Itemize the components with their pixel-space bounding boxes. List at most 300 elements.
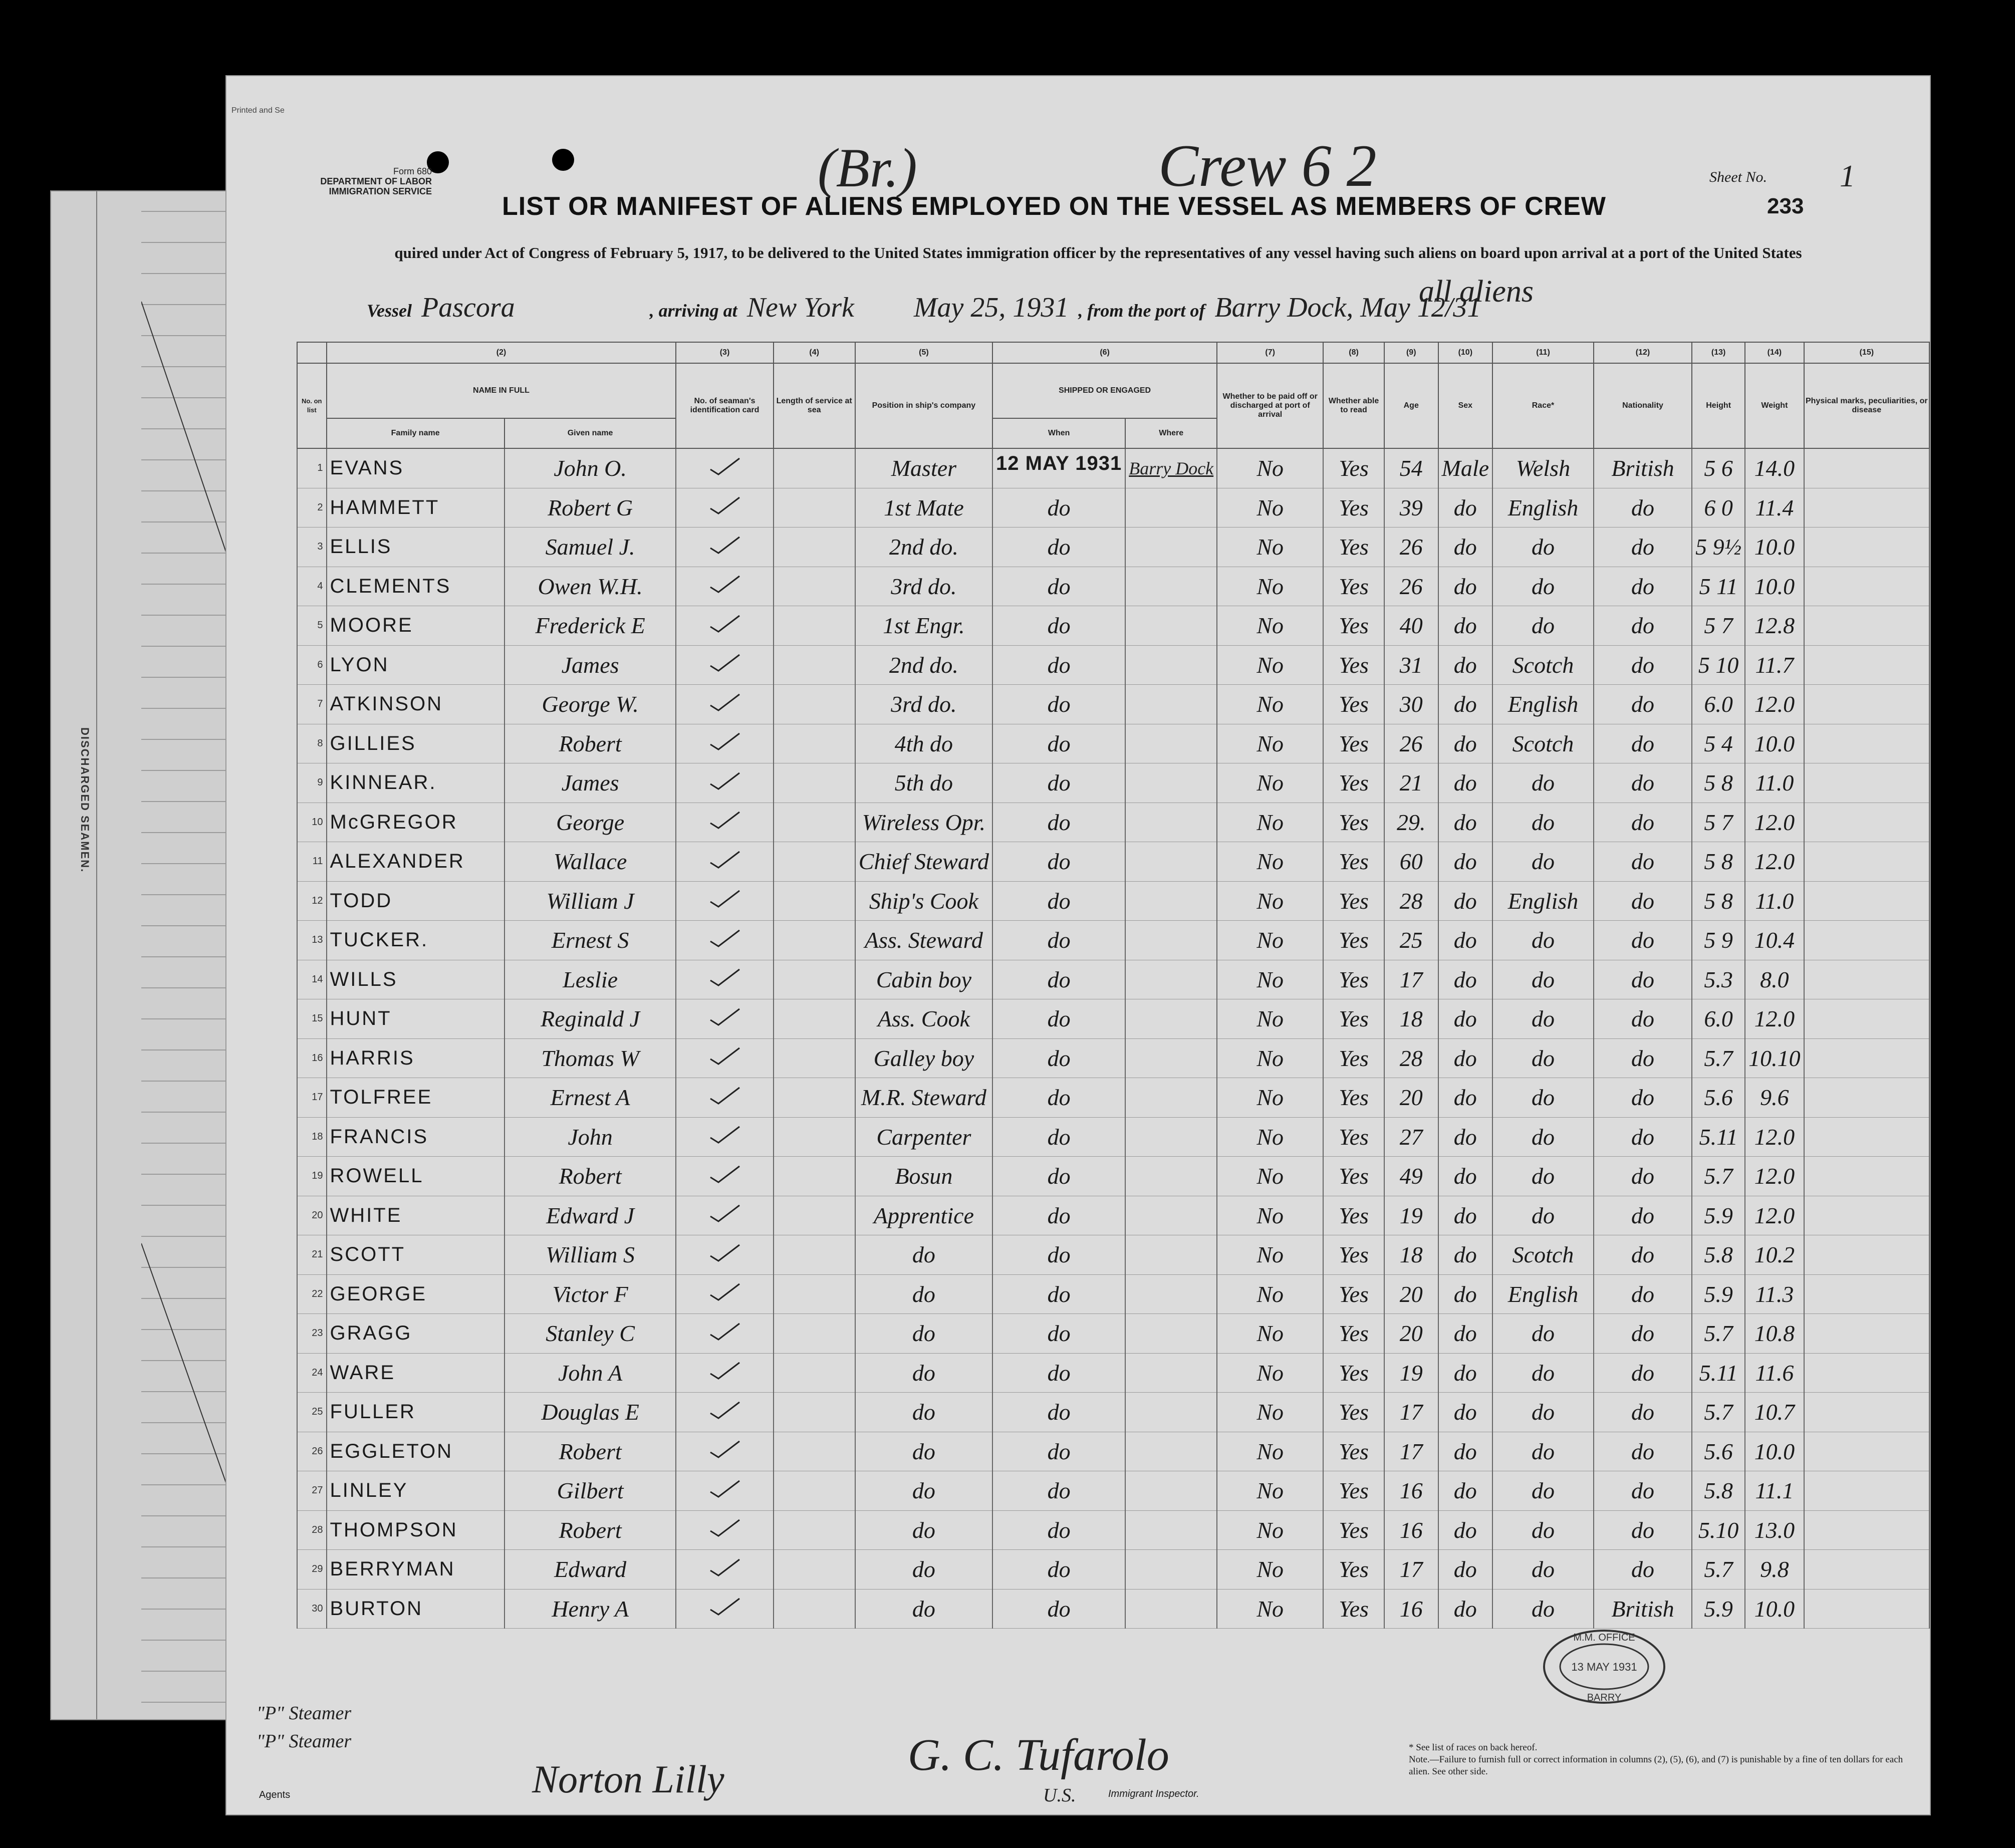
shipped-where-cell bbox=[1125, 1432, 1217, 1471]
arrival-date: May 25, 1931 bbox=[913, 292, 1069, 323]
table-row bbox=[297, 999, 1929, 1039]
able-read-cell: Yes bbox=[1323, 881, 1384, 921]
family-name-cell: TUCKER. bbox=[327, 921, 505, 960]
table-row bbox=[297, 803, 1929, 842]
sex-cell: do bbox=[1438, 921, 1493, 960]
paid-off-cell: No bbox=[1217, 1235, 1323, 1275]
age-cell: 26 bbox=[1384, 567, 1438, 606]
physical-marks-cell bbox=[1804, 1353, 1929, 1393]
race-cell: Scotch bbox=[1492, 1235, 1594, 1275]
paid-off-cell: No bbox=[1217, 645, 1323, 685]
check-mark-icon bbox=[707, 614, 742, 634]
sex-cell: do bbox=[1438, 724, 1493, 763]
shipped-where-cell bbox=[1125, 1038, 1217, 1078]
weight-cell: 12.0 bbox=[1745, 1117, 1804, 1157]
position-cell: 1st Mate bbox=[855, 488, 992, 527]
table-row bbox=[297, 763, 1929, 803]
table-row bbox=[297, 685, 1929, 724]
shipped-where-cell bbox=[1125, 567, 1217, 606]
weight-cell: 10.0 bbox=[1745, 1589, 1804, 1629]
from-label: , from the port of bbox=[1078, 301, 1205, 321]
id-card-cell bbox=[676, 1157, 773, 1196]
able-read-cell: Yes bbox=[1323, 803, 1384, 842]
able-read-cell: Yes bbox=[1323, 1274, 1384, 1314]
physical-marks-cell bbox=[1804, 1078, 1929, 1118]
height-cell: 5.9 bbox=[1692, 1589, 1745, 1629]
paid-off-cell: No bbox=[1217, 881, 1323, 921]
sex-cell: do bbox=[1438, 1589, 1493, 1629]
position-cell: Apprentice bbox=[855, 1196, 992, 1235]
id-card-cell bbox=[676, 881, 773, 921]
check-mark-icon bbox=[707, 653, 742, 673]
table-row bbox=[297, 1589, 1929, 1629]
height-cell: 5 6 bbox=[1692, 448, 1745, 488]
given-name-cell: Thomas W bbox=[505, 1038, 676, 1078]
id-card-cell bbox=[676, 1274, 773, 1314]
col-num: (14) bbox=[1745, 342, 1804, 363]
check-mark-icon bbox=[707, 535, 742, 555]
sex-cell: do bbox=[1438, 488, 1493, 527]
physical-marks-cell bbox=[1804, 1157, 1929, 1196]
position-cell: 1st Engr. bbox=[855, 606, 992, 646]
table-row bbox=[297, 1550, 1929, 1590]
given-name-cell: George W. bbox=[505, 685, 676, 724]
able-read-cell: Yes bbox=[1323, 921, 1384, 960]
form-number: Form 680 bbox=[393, 166, 432, 176]
agents-label: Agents bbox=[259, 1789, 291, 1800]
length-service-cell bbox=[774, 921, 855, 960]
nationality-cell: do bbox=[1594, 921, 1692, 960]
col-num: (13) bbox=[1692, 342, 1745, 363]
length-service-cell bbox=[774, 606, 855, 646]
physical-marks-cell bbox=[1804, 1235, 1929, 1275]
nationality-cell: do bbox=[1594, 842, 1692, 882]
weight-cell: 10.8 bbox=[1745, 1314, 1804, 1354]
nationality-cell: do bbox=[1594, 1393, 1692, 1432]
height-cell: 5 7 bbox=[1692, 803, 1745, 842]
shipped-when-cell: do bbox=[992, 1274, 1125, 1314]
height-cell: 5.11 bbox=[1692, 1353, 1745, 1393]
stamp-date-text: 13 MAY 1931 bbox=[1571, 1661, 1637, 1673]
nationality-cell: British bbox=[1594, 1589, 1692, 1629]
table-row bbox=[297, 527, 1929, 567]
id-card-cell bbox=[676, 448, 773, 488]
id-card-cell bbox=[676, 606, 773, 646]
paid-off-cell: No bbox=[1217, 1353, 1323, 1393]
vessel-label: Vessel bbox=[367, 301, 412, 321]
able-read-cell: Yes bbox=[1323, 1078, 1384, 1118]
position-cell: do bbox=[855, 1353, 992, 1393]
col-num: (10) bbox=[1438, 342, 1493, 363]
col-num: (3) bbox=[676, 342, 773, 363]
physical-marks-cell bbox=[1804, 1471, 1929, 1511]
sex-cell: do bbox=[1438, 1353, 1493, 1393]
family-name-cell: WHITE bbox=[327, 1196, 505, 1235]
table-row bbox=[297, 567, 1929, 606]
punch-hole bbox=[552, 149, 574, 171]
id-card-cell bbox=[676, 763, 773, 803]
check-mark-icon bbox=[707, 495, 742, 515]
table-row bbox=[297, 842, 1929, 882]
shipped-when-cell: do bbox=[992, 1314, 1125, 1354]
paid-off-cell: No bbox=[1217, 448, 1323, 488]
given-name-cell: Edward bbox=[505, 1550, 676, 1590]
length-service-cell bbox=[774, 645, 855, 685]
check-mark-icon bbox=[707, 1597, 742, 1617]
weight-cell: 10.10 bbox=[1745, 1038, 1804, 1078]
position-cell: do bbox=[855, 1235, 992, 1275]
able-read-cell: Yes bbox=[1323, 1157, 1384, 1196]
age-cell: 27 bbox=[1384, 1117, 1438, 1157]
family-name-cell: BURTON bbox=[327, 1589, 505, 1629]
physical-marks-cell bbox=[1804, 921, 1929, 960]
given-name-cell: Robert G bbox=[505, 488, 676, 527]
given-name-cell: William J bbox=[505, 881, 676, 921]
position-cell: M.R. Steward bbox=[855, 1078, 992, 1118]
able-read-cell: Yes bbox=[1323, 1117, 1384, 1157]
crew-manifest-table bbox=[297, 342, 1930, 1629]
position-cell: Wireless Opr. bbox=[855, 803, 992, 842]
physical-marks-cell bbox=[1804, 1274, 1929, 1314]
position-cell: Chief Steward bbox=[855, 842, 992, 882]
row-number: 15 bbox=[297, 999, 327, 1039]
id-card-cell bbox=[676, 1393, 773, 1432]
age-cell: 16 bbox=[1384, 1589, 1438, 1629]
family-name-cell: ROWELL bbox=[327, 1157, 505, 1196]
id-card-cell bbox=[676, 1196, 773, 1235]
nationality-cell: British bbox=[1594, 448, 1692, 488]
footer-notes bbox=[257, 1699, 351, 1755]
paid-off-cell: No bbox=[1217, 567, 1323, 606]
header-no-on-list: No. on list bbox=[297, 363, 327, 448]
table-row bbox=[297, 1078, 1929, 1118]
given-name-cell: Robert bbox=[505, 1432, 676, 1471]
able-read-cell: Yes bbox=[1323, 1038, 1384, 1078]
position-cell: do bbox=[855, 1589, 992, 1629]
header-physical: Physical marks, peculiarities, or disease bbox=[1804, 363, 1929, 448]
row-number: 4 bbox=[297, 567, 327, 606]
weight-cell: 11.6 bbox=[1745, 1353, 1804, 1393]
row-number: 18 bbox=[297, 1117, 327, 1157]
given-name-cell: James bbox=[505, 763, 676, 803]
given-name-cell: John O. bbox=[505, 448, 676, 488]
col-num: (2) bbox=[327, 342, 676, 363]
table-row bbox=[297, 488, 1929, 527]
given-name-cell: Gilbert bbox=[505, 1471, 676, 1511]
given-name-cell: John bbox=[505, 1117, 676, 1157]
header-nationality: Nationality bbox=[1594, 363, 1692, 448]
shipped-where-cell bbox=[1125, 999, 1217, 1039]
position-cell: Ass. Cook bbox=[855, 999, 992, 1039]
paid-off-cell: No bbox=[1217, 1471, 1323, 1511]
nationality-cell: do bbox=[1594, 1314, 1692, 1354]
col-num: (7) bbox=[1217, 342, 1323, 363]
agent-signature: Norton Lilly bbox=[532, 1757, 724, 1801]
position-cell: 2nd do. bbox=[855, 645, 992, 685]
physical-marks-cell bbox=[1804, 606, 1929, 646]
weight-cell: 12.0 bbox=[1745, 1196, 1804, 1235]
shipped-where-cell bbox=[1125, 1117, 1217, 1157]
nationality-cell: do bbox=[1594, 1510, 1692, 1550]
height-cell: 5.10 bbox=[1692, 1510, 1745, 1550]
length-service-cell bbox=[774, 1196, 855, 1235]
height-cell: 5 8 bbox=[1692, 881, 1745, 921]
race-cell: do bbox=[1492, 1510, 1594, 1550]
race-cell: do bbox=[1492, 1393, 1594, 1432]
check-mark-icon bbox=[707, 889, 742, 909]
age-cell: 26 bbox=[1384, 527, 1438, 567]
position-cell: do bbox=[855, 1274, 992, 1314]
header-race: Race* bbox=[1492, 363, 1594, 448]
shipped-where-cell bbox=[1125, 1353, 1217, 1393]
paid-off-cell: No bbox=[1217, 488, 1323, 527]
length-service-cell bbox=[774, 1078, 855, 1118]
position-cell: 4th do bbox=[855, 724, 992, 763]
sex-cell: do bbox=[1438, 1471, 1493, 1511]
weight-cell: 8.0 bbox=[1745, 960, 1804, 999]
col-num bbox=[297, 342, 327, 363]
age-cell: 28 bbox=[1384, 1038, 1438, 1078]
row-number: 11 bbox=[297, 842, 327, 882]
family-name-cell: FULLER bbox=[327, 1393, 505, 1432]
check-mark-icon bbox=[707, 1007, 742, 1027]
check-mark-icon bbox=[707, 1557, 742, 1577]
physical-marks-cell bbox=[1804, 842, 1929, 882]
row-number: 8 bbox=[297, 724, 327, 763]
physical-marks-cell bbox=[1804, 803, 1929, 842]
sex-cell: do bbox=[1438, 527, 1493, 567]
us-label: U.S. bbox=[1043, 1785, 1076, 1806]
sex-cell: do bbox=[1438, 685, 1493, 724]
position-cell: Ship's Cook bbox=[855, 881, 992, 921]
shipped-when-cell: do bbox=[992, 1157, 1125, 1196]
weight-cell: 10.0 bbox=[1745, 527, 1804, 567]
weight-cell: 12.0 bbox=[1745, 685, 1804, 724]
physical-marks-cell bbox=[1804, 724, 1929, 763]
height-cell: 5 8 bbox=[1692, 763, 1745, 803]
shipped-when-cell: do bbox=[992, 1589, 1125, 1629]
sheet-no-label: Sheet No. bbox=[1709, 169, 1767, 185]
col-num: (6) bbox=[992, 342, 1217, 363]
header-height: Height bbox=[1692, 363, 1745, 448]
row-number: 6 bbox=[297, 645, 327, 685]
able-read-cell: Yes bbox=[1323, 1353, 1384, 1393]
age-cell: 25 bbox=[1384, 921, 1438, 960]
family-name-cell: LYON bbox=[327, 645, 505, 685]
nationality-cell: do bbox=[1594, 1078, 1692, 1118]
family-name-cell: WILLS bbox=[327, 960, 505, 999]
footnote bbox=[1409, 1742, 1910, 1778]
family-name-cell: GILLIES bbox=[327, 724, 505, 763]
shipped-where-cell bbox=[1125, 881, 1217, 921]
height-cell: 5.7 bbox=[1692, 1038, 1745, 1078]
race-cell: do bbox=[1492, 763, 1594, 803]
paid-off-cell: No bbox=[1217, 606, 1323, 646]
table-row bbox=[297, 1038, 1929, 1078]
age-cell: 20 bbox=[1384, 1314, 1438, 1354]
length-service-cell bbox=[774, 1471, 855, 1511]
id-card-cell bbox=[676, 1432, 773, 1471]
header-able-read: Whether able to read bbox=[1323, 363, 1384, 448]
stamp-number: 233 bbox=[1767, 194, 1804, 218]
row-number: 22 bbox=[297, 1274, 327, 1314]
height-cell: 5 8 bbox=[1692, 842, 1745, 882]
able-read-cell: Yes bbox=[1323, 1589, 1384, 1629]
shipped-where-cell bbox=[1125, 1314, 1217, 1354]
shipped-when-cell: do bbox=[992, 1353, 1125, 1393]
row-number: 13 bbox=[297, 921, 327, 960]
weight-cell: 10.0 bbox=[1745, 724, 1804, 763]
weight-cell: 11.4 bbox=[1745, 488, 1804, 527]
table-row bbox=[297, 724, 1929, 763]
id-card-cell bbox=[676, 645, 773, 685]
id-card-cell bbox=[676, 1353, 773, 1393]
age-cell: 18 bbox=[1384, 999, 1438, 1039]
check-mark-icon bbox=[707, 1125, 742, 1145]
shipped-when-cell: do bbox=[992, 724, 1125, 763]
id-card-cell bbox=[676, 1471, 773, 1511]
length-service-cell bbox=[774, 567, 855, 606]
weight-cell: 9.6 bbox=[1745, 1078, 1804, 1118]
sex-cell: do bbox=[1438, 1274, 1493, 1314]
shipped-where-cell bbox=[1125, 1510, 1217, 1550]
nationality-cell: do bbox=[1594, 881, 1692, 921]
shipped-where-cell bbox=[1125, 488, 1217, 527]
nationality-cell: do bbox=[1594, 685, 1692, 724]
shipped-when-cell: do bbox=[992, 1432, 1125, 1471]
inspector-signature: G. C. Tufarolo bbox=[908, 1730, 1169, 1780]
physical-marks-cell bbox=[1804, 685, 1929, 724]
check-mark-icon bbox=[707, 1518, 742, 1538]
able-read-cell: Yes bbox=[1323, 1314, 1384, 1354]
shipped-where-cell bbox=[1125, 1157, 1217, 1196]
position-cell: 3rd do. bbox=[855, 567, 992, 606]
row-number: 24 bbox=[297, 1353, 327, 1393]
row-number: 19 bbox=[297, 1157, 327, 1196]
family-name-cell: CLEMENTS bbox=[327, 567, 505, 606]
shipped-where-cell bbox=[1125, 1471, 1217, 1511]
col-num: (8) bbox=[1323, 342, 1384, 363]
row-number: 16 bbox=[297, 1038, 327, 1078]
sex-cell: do bbox=[1438, 1314, 1493, 1354]
row-number: 17 bbox=[297, 1078, 327, 1118]
shipped-when-cell: do bbox=[992, 1550, 1125, 1590]
shipped-when-cell: do bbox=[992, 1471, 1125, 1511]
check-mark-icon bbox=[707, 456, 742, 476]
paid-off-cell: No bbox=[1217, 803, 1323, 842]
shipped-when-cell: do bbox=[992, 1196, 1125, 1235]
check-mark-icon bbox=[707, 771, 742, 791]
nationality-cell: do bbox=[1594, 527, 1692, 567]
race-cell: do bbox=[1492, 1117, 1594, 1157]
shipped-where-cell bbox=[1125, 685, 1217, 724]
able-read-cell: Yes bbox=[1323, 488, 1384, 527]
row-number: 29 bbox=[297, 1550, 327, 1590]
shipped-where-cell bbox=[1125, 1393, 1217, 1432]
shipped-where-cell bbox=[1125, 1274, 1217, 1314]
race-cell: do bbox=[1492, 1078, 1594, 1118]
row-number: 12 bbox=[297, 881, 327, 921]
race-cell: Scotch bbox=[1492, 645, 1594, 685]
page-subtitle: quired under Act of Congress of February 5, 1917, to be delivered to the United States immigration officer by the representatives of any vessel having such aliens on board upon arrival at a port of the United States bbox=[394, 244, 1802, 261]
nationality-cell: do bbox=[1594, 488, 1692, 527]
sex-cell: do bbox=[1438, 1393, 1493, 1432]
able-read-cell: Yes bbox=[1323, 763, 1384, 803]
height-cell: 5.11 bbox=[1692, 1117, 1745, 1157]
footnote-races: * See list of races on back hereof. bbox=[1409, 1742, 1538, 1753]
table-row bbox=[297, 1274, 1929, 1314]
check-mark-icon bbox=[707, 967, 742, 987]
table-row bbox=[297, 1510, 1929, 1550]
paid-off-cell: No bbox=[1217, 763, 1323, 803]
given-name-cell: Wallace bbox=[505, 842, 676, 882]
row-number: 23 bbox=[297, 1314, 327, 1354]
sex-cell: do bbox=[1438, 960, 1493, 999]
age-cell: 40 bbox=[1384, 606, 1438, 646]
height-cell: 5.8 bbox=[1692, 1235, 1745, 1275]
age-cell: 54 bbox=[1384, 448, 1438, 488]
given-name-cell: Douglas E bbox=[505, 1393, 676, 1432]
given-name-cell: Edward J bbox=[505, 1196, 676, 1235]
able-read-cell: Yes bbox=[1323, 842, 1384, 882]
length-service-cell bbox=[774, 685, 855, 724]
header-weight: Weight bbox=[1745, 363, 1804, 448]
row-number: 5 bbox=[297, 606, 327, 646]
id-card-cell bbox=[676, 527, 773, 567]
given-name-cell: Victor F bbox=[505, 1274, 676, 1314]
able-read-cell: Yes bbox=[1323, 960, 1384, 999]
shipped-where-cell bbox=[1125, 763, 1217, 803]
row-number: 10 bbox=[297, 803, 327, 842]
shipped-where-cell bbox=[1125, 606, 1217, 646]
nationality-cell: do bbox=[1594, 645, 1692, 685]
race-cell: English bbox=[1492, 1274, 1594, 1314]
header-given-name: Given name bbox=[505, 418, 676, 448]
shipped-where-cell bbox=[1125, 1589, 1217, 1629]
shipped-when-cell: do bbox=[992, 645, 1125, 685]
row-number: 2 bbox=[297, 488, 327, 527]
shipped-when-cell: do bbox=[992, 803, 1125, 842]
id-card-cell bbox=[676, 1235, 773, 1275]
sex-cell: do bbox=[1438, 1157, 1493, 1196]
physical-marks-cell bbox=[1804, 960, 1929, 999]
header-when: When bbox=[992, 418, 1125, 448]
given-name-cell: John A bbox=[505, 1353, 676, 1393]
family-name-cell: SCOTT bbox=[327, 1235, 505, 1275]
able-read-cell: Yes bbox=[1323, 606, 1384, 646]
position-cell: Carpenter bbox=[855, 1117, 992, 1157]
shipped-where-cell bbox=[1125, 842, 1217, 882]
age-cell: 16 bbox=[1384, 1471, 1438, 1511]
family-name-cell: HARRIS bbox=[327, 1038, 505, 1078]
weight-cell: 11.1 bbox=[1745, 1471, 1804, 1511]
able-read-cell: Yes bbox=[1323, 1550, 1384, 1590]
department-label: DEPARTMENT OF LABOR bbox=[320, 176, 432, 186]
position-cell: do bbox=[855, 1314, 992, 1354]
height-cell: 5.6 bbox=[1692, 1432, 1745, 1471]
shipped-where-cell bbox=[1125, 921, 1217, 960]
height-cell: 5.8 bbox=[1692, 1471, 1745, 1511]
shipped-when-cell: do bbox=[992, 567, 1125, 606]
length-service-cell bbox=[774, 1235, 855, 1275]
row-number: 9 bbox=[297, 763, 327, 803]
able-read-cell: Yes bbox=[1323, 567, 1384, 606]
shipped-when-cell: do bbox=[992, 842, 1125, 882]
age-cell: 19 bbox=[1384, 1196, 1438, 1235]
col-num: (11) bbox=[1492, 342, 1594, 363]
height-cell: 5 7 bbox=[1692, 606, 1745, 646]
physical-marks-cell bbox=[1804, 1038, 1929, 1078]
